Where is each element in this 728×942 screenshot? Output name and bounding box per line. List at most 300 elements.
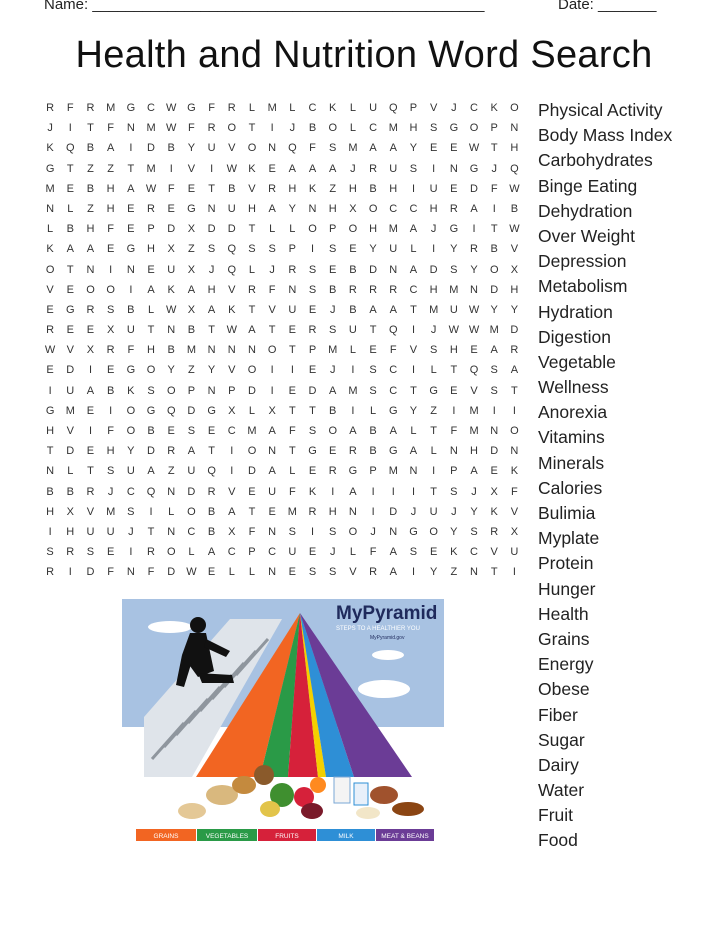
grid-letter: E xyxy=(207,566,216,579)
grid-letter: B xyxy=(86,142,95,155)
grid-letter: X xyxy=(228,525,236,538)
grid-letter: W xyxy=(448,324,460,337)
grid-letter: T xyxy=(66,162,74,175)
grid-letter: P xyxy=(409,102,418,114)
grid-letter: F xyxy=(147,566,155,579)
grid-letter: U xyxy=(126,324,135,337)
grid-letter: L xyxy=(370,404,377,417)
grid-letter: A xyxy=(329,384,337,397)
grid-row xyxy=(40,542,525,562)
grid-letter: J xyxy=(430,324,437,337)
grid-letter: G xyxy=(389,445,398,458)
word-item: Dehydration xyxy=(538,200,633,221)
letter-grid xyxy=(40,98,525,583)
grid-row xyxy=(40,179,525,199)
grid-letter: A xyxy=(389,142,397,155)
grid-letter: L xyxy=(47,223,54,236)
grid-letter: U xyxy=(227,202,236,215)
grid-letter: C xyxy=(227,546,236,559)
name-field-line: Name: _______________________________________________ xyxy=(44,0,485,13)
grid-letter: A xyxy=(86,243,95,256)
grid-letter: A xyxy=(127,182,135,195)
grid-letter: R xyxy=(328,465,337,478)
grid-row xyxy=(40,421,525,441)
grid-letter: A xyxy=(66,243,74,256)
grid-letter: U xyxy=(187,465,196,478)
grid-letter: L xyxy=(67,465,74,478)
grid-letter: F xyxy=(208,102,215,114)
grid-letter: P xyxy=(369,465,377,478)
word-item: Sugar xyxy=(538,729,585,750)
grid-letter: H xyxy=(510,283,519,296)
grid-letter: N xyxy=(207,344,216,357)
grid-letter: O xyxy=(429,525,438,538)
grid-letter: X xyxy=(490,485,498,498)
grid-letter: G xyxy=(308,445,317,458)
grid-letter: I xyxy=(411,364,415,377)
grid-letter: I xyxy=(68,122,72,135)
grid-letter: N xyxy=(268,142,277,155)
grid-letter: W xyxy=(468,303,480,316)
word-list xyxy=(538,98,672,854)
word-item: Myplate xyxy=(538,528,600,549)
grid-letter: U xyxy=(389,243,398,256)
grid-row xyxy=(40,562,525,582)
grid-letter: H xyxy=(369,223,378,236)
grid-letter: P xyxy=(248,546,256,559)
grid-letter: D xyxy=(66,445,75,458)
grid-letter: E xyxy=(248,485,256,498)
grid-letter: B xyxy=(510,202,519,215)
grid-letter: N xyxy=(490,425,499,437)
grid-letter: P xyxy=(228,384,236,397)
grid-letter: L xyxy=(349,546,356,559)
grid-letter: O xyxy=(510,425,519,437)
grid-letter: E xyxy=(268,162,276,175)
grid-letter: G xyxy=(146,404,156,417)
grid-letter: A xyxy=(470,202,478,215)
grid-letter: M xyxy=(449,283,459,296)
grid-letter: M xyxy=(388,465,398,478)
grid-letter: A xyxy=(288,162,297,175)
grid-row xyxy=(40,118,525,138)
word-item: Hunger xyxy=(538,578,596,599)
band-label: VEGETABLES xyxy=(205,833,249,840)
word-item: Grains xyxy=(538,628,590,649)
grid-letter: V xyxy=(66,344,74,357)
grid-letter: H xyxy=(86,223,95,236)
grid-letter: J xyxy=(471,485,477,498)
grid-letter: F xyxy=(127,344,135,357)
grid-letter: S xyxy=(288,525,297,538)
grid-letter: X xyxy=(187,263,196,276)
grid-letter: I xyxy=(371,485,375,498)
grid-letter: I xyxy=(129,546,133,559)
grid-letter: U xyxy=(449,303,458,316)
grid-letter: V xyxy=(510,505,519,518)
grid-letter: I xyxy=(311,243,315,256)
grid-letter: T xyxy=(309,404,316,417)
grid-letter: R xyxy=(348,283,357,296)
grid-letter: J xyxy=(370,525,376,538)
word-item: Binge Eating xyxy=(538,175,638,196)
grid-row xyxy=(40,441,525,461)
grid-letter: T xyxy=(288,445,296,458)
grid-letter: S xyxy=(409,162,418,175)
grid-letter: G xyxy=(66,303,75,316)
grid-letter: Z xyxy=(107,162,115,175)
grid-letter: T xyxy=(66,263,74,276)
grid-letter: I xyxy=(411,182,415,195)
grid-letter: S xyxy=(308,283,317,296)
cloud xyxy=(148,621,192,633)
grid-letter: E xyxy=(46,303,54,316)
grid-letter: E xyxy=(288,384,297,397)
grid-row xyxy=(40,98,525,118)
grid-letter: S xyxy=(86,546,95,559)
grid-letter: L xyxy=(168,505,175,518)
grid-letter: P xyxy=(329,223,337,236)
grid-letter: S xyxy=(329,525,337,538)
grid-letter: I xyxy=(88,425,92,437)
grid-letter: Q xyxy=(227,243,237,256)
word-item: Obese xyxy=(538,679,590,700)
grid-letter: R xyxy=(167,445,176,458)
grid-letter: V xyxy=(510,243,519,256)
grid-letter: J xyxy=(47,122,53,135)
grid-letter: I xyxy=(270,122,274,135)
grid-letter: O xyxy=(126,425,136,437)
grid-letter: B xyxy=(207,525,216,538)
grid-letter: L xyxy=(228,566,235,579)
grid-letter: V xyxy=(46,283,54,296)
grid-letter: D xyxy=(207,223,216,236)
grid-letter: M xyxy=(328,344,338,357)
grid-letter: B xyxy=(228,182,236,195)
grid-letter: M xyxy=(429,303,439,316)
grid-letter: G xyxy=(409,525,418,538)
grid-letter: Z xyxy=(87,162,94,175)
grid-letter: R xyxy=(268,182,277,195)
date-field-line: Date: _______ xyxy=(558,0,657,13)
grid-letter: A xyxy=(207,303,216,316)
mypyramid-site: MyPyramid.gov xyxy=(370,635,405,641)
grid-row xyxy=(40,159,525,179)
grid-letter: R xyxy=(46,102,55,114)
grid-letter: L xyxy=(349,122,356,135)
grid-letter: I xyxy=(290,364,294,377)
grid-letter: H xyxy=(389,182,398,195)
grid-letter: C xyxy=(389,202,398,215)
grid-letter: S xyxy=(429,344,438,357)
grid-letter: E xyxy=(308,303,317,316)
grid-letter: B xyxy=(329,404,337,417)
grid-letter: B xyxy=(167,344,175,357)
grid-row xyxy=(40,260,525,280)
grid-letter: N xyxy=(46,202,55,215)
grid-letter: H xyxy=(247,202,256,215)
grid-letter: R xyxy=(227,102,236,114)
grid-letter: A xyxy=(409,445,418,458)
grid-letter: X xyxy=(268,404,276,417)
grid-letter: S xyxy=(187,425,196,437)
grid-letter: L xyxy=(248,566,256,579)
grid-letter: F xyxy=(268,283,276,296)
grid-letter: N xyxy=(46,465,55,478)
grid-letter: C xyxy=(268,546,277,559)
grid-letter: A xyxy=(268,465,276,478)
grid-letter: V xyxy=(228,485,236,498)
grid-letter: V xyxy=(228,364,236,377)
word-item: Depression xyxy=(538,251,627,272)
grid-letter: I xyxy=(68,566,72,579)
grid-letter: Y xyxy=(490,303,498,316)
grid-letter: Y xyxy=(207,364,216,377)
grid-letter: U xyxy=(207,142,216,155)
grid-letter: I xyxy=(432,243,436,256)
grid-letter: M xyxy=(45,182,55,195)
grid-letter: S xyxy=(46,546,54,559)
grid-letter: B xyxy=(369,445,377,458)
grid-letter: N xyxy=(207,202,216,215)
grid-letter: T xyxy=(410,384,417,397)
grid-letter: S xyxy=(369,384,377,397)
grid-letter: C xyxy=(389,384,398,397)
grid-letter: L xyxy=(188,546,195,559)
grid-row xyxy=(40,522,525,542)
grid-letter: E xyxy=(329,263,337,276)
grid-letter: T xyxy=(430,425,438,437)
grid-letter: D xyxy=(167,223,176,236)
grid-letter: N xyxy=(348,505,357,518)
grid-letter: Y xyxy=(187,142,196,155)
word-item: Health xyxy=(538,603,589,624)
grid-letter: B xyxy=(187,324,196,337)
grid-letter: P xyxy=(288,243,297,256)
grid-letter: D xyxy=(247,384,256,397)
grid-letter: E xyxy=(106,243,115,256)
grid-letter: T xyxy=(127,162,135,175)
grid-letter: B xyxy=(329,283,337,296)
grid-row xyxy=(40,239,525,259)
grid-letter: L xyxy=(248,263,256,276)
grid-letter: A xyxy=(349,425,357,437)
grid-letter: W xyxy=(145,182,157,195)
word-item: Food xyxy=(538,830,578,851)
grid-letter: G xyxy=(449,223,459,236)
grid-letter: G xyxy=(207,404,216,417)
grid-letter: A xyxy=(470,465,478,478)
grid-letter: K xyxy=(228,303,236,316)
grid-letter: S xyxy=(450,485,458,498)
band-label: GRAINS xyxy=(153,833,179,840)
grid-letter: E xyxy=(450,142,458,155)
grid-letter: E xyxy=(450,384,458,397)
grid-letter: C xyxy=(389,364,398,377)
grid-letter: A xyxy=(147,283,155,296)
word-item: Body Mass Index xyxy=(538,125,673,146)
word-item: Anorexia xyxy=(538,402,608,423)
grid-letter: S xyxy=(308,566,317,579)
grid-letter: U xyxy=(167,263,176,276)
grid-letter: M xyxy=(469,425,479,437)
grid-letter: E xyxy=(106,364,115,377)
grid-row xyxy=(40,401,525,421)
grid-letter: T xyxy=(208,324,215,337)
grid-letter: S xyxy=(207,243,216,256)
grid-letter: G xyxy=(126,102,136,114)
grid-letter: U xyxy=(288,546,297,559)
grid-letter: A xyxy=(369,142,377,155)
grid-letter: R xyxy=(369,566,378,579)
grid-letter: J xyxy=(329,364,336,377)
grid-letter: B xyxy=(349,303,357,316)
grid-letter: S xyxy=(308,425,317,437)
grid-letter: A xyxy=(329,162,337,175)
grid-letter: C xyxy=(126,485,135,498)
grid-letter: B xyxy=(46,485,54,498)
grid-letter: B xyxy=(369,425,377,437)
grid-letter: Z xyxy=(188,364,195,377)
grid-letter: J xyxy=(269,263,275,276)
grid-letter: S xyxy=(127,505,135,518)
grid-letter: N xyxy=(449,445,458,458)
grid-letter: M xyxy=(267,102,277,114)
grid-letter: N xyxy=(207,384,216,397)
grid-letter: C xyxy=(470,546,478,559)
grid-letter: T xyxy=(248,505,256,518)
grid-letter: U xyxy=(369,102,378,114)
grid-letter: E xyxy=(429,546,438,559)
grid-letter: H xyxy=(328,202,337,215)
grid-letter: Z xyxy=(450,566,458,579)
grid-letter: I xyxy=(270,384,274,397)
grid-letter: T xyxy=(87,465,94,478)
grid-letter: K xyxy=(46,243,54,256)
grid-letter: R xyxy=(348,445,357,458)
grid-letter: C xyxy=(409,283,418,296)
word-item: Vitamins xyxy=(538,427,605,448)
grid-letter: M xyxy=(348,142,358,155)
grid-letter: R xyxy=(510,344,519,357)
page-title: Health and Nutrition Word Search xyxy=(75,34,653,76)
grid-letter: O xyxy=(510,102,519,114)
grid-letter: W xyxy=(468,142,480,155)
grid-letter: T xyxy=(248,303,256,316)
grid-letter: T xyxy=(208,182,215,195)
grid-letter: T xyxy=(248,223,256,236)
grid-letter: I xyxy=(331,485,335,498)
grid-letter: I xyxy=(48,525,52,538)
grid-letter: L xyxy=(248,404,256,417)
grid-letter: L xyxy=(430,364,437,377)
grid-letter: C xyxy=(409,202,418,215)
grid-letter: A xyxy=(86,384,95,397)
grid-letter: O xyxy=(166,384,176,397)
grid-row xyxy=(40,219,525,239)
grid-letter: O xyxy=(348,223,358,236)
grid-letter: S xyxy=(490,364,498,377)
grid-row xyxy=(40,360,525,380)
grid-letter: I xyxy=(512,404,516,417)
grid-letter: W xyxy=(166,303,177,316)
grid-letter: B xyxy=(66,223,74,236)
grid-letter: Z xyxy=(329,182,337,195)
grid-letter: W xyxy=(226,324,237,337)
grid-letter: A xyxy=(308,162,317,175)
grid-letter: F xyxy=(107,566,115,579)
grid-letter: W xyxy=(468,324,480,337)
grid-letter: S xyxy=(470,525,478,538)
grid-letter: S xyxy=(490,384,498,397)
grid-letter: G xyxy=(126,243,136,256)
grid-letter: N xyxy=(510,122,519,135)
grid-letter: O xyxy=(247,364,257,377)
grid-letter: N xyxy=(409,465,418,478)
grid-letter: V xyxy=(268,303,276,316)
grid-letter: T xyxy=(46,445,54,458)
grid-letter: Y xyxy=(450,243,458,256)
grid-letter: E xyxy=(369,344,377,357)
grid-letter: U xyxy=(389,162,398,175)
grid-row xyxy=(40,300,525,320)
grid-letter: J xyxy=(410,505,417,518)
grid-letter: A xyxy=(268,202,276,215)
grid-letter: P xyxy=(147,223,155,236)
grid-letter: T xyxy=(248,122,256,135)
grid-letter: F xyxy=(511,485,518,498)
grid-letter: A xyxy=(389,303,397,316)
word-item: Wellness xyxy=(538,377,609,398)
grid-letter: H xyxy=(429,202,438,215)
grid-letter: A xyxy=(349,485,357,498)
grid-letter: D xyxy=(308,384,317,397)
grid-letter: T xyxy=(208,445,215,458)
word-item: Protein xyxy=(538,553,594,574)
grid-letter: R xyxy=(288,263,297,276)
grid-letter: E xyxy=(288,324,297,337)
grid-letter: B xyxy=(308,122,317,135)
grid-letter: M xyxy=(247,425,257,437)
grid-letter: O xyxy=(45,263,55,276)
grid-letter: T xyxy=(268,324,276,337)
grid-letter: T xyxy=(87,122,94,135)
grid-letter: B xyxy=(86,182,95,195)
grid-letter: S xyxy=(329,243,337,256)
grid-letter: M xyxy=(106,505,116,518)
word-item: Dairy xyxy=(538,754,579,775)
grid-letter: M xyxy=(388,122,398,135)
grid-letter: D xyxy=(247,465,256,478)
grid-letter: N xyxy=(126,263,135,276)
grid-letter: W xyxy=(509,182,520,195)
grid-row xyxy=(40,320,525,340)
grid-letter: R xyxy=(470,243,478,256)
grid-row xyxy=(40,138,525,158)
grid-letter: E xyxy=(167,425,175,437)
grid-letter: G xyxy=(469,162,479,175)
grid-letter: O xyxy=(267,344,277,357)
grid-letter: S xyxy=(329,566,337,579)
grid-letter: X xyxy=(510,263,519,276)
grid-letter: L xyxy=(349,102,356,114)
grid-letter: F xyxy=(369,546,377,559)
grid-letter: N xyxy=(449,162,458,175)
grid-letter: I xyxy=(210,162,214,175)
grid-letter: L xyxy=(147,303,155,316)
grid-letter: S xyxy=(450,263,458,276)
grid-letter: T xyxy=(288,404,296,417)
